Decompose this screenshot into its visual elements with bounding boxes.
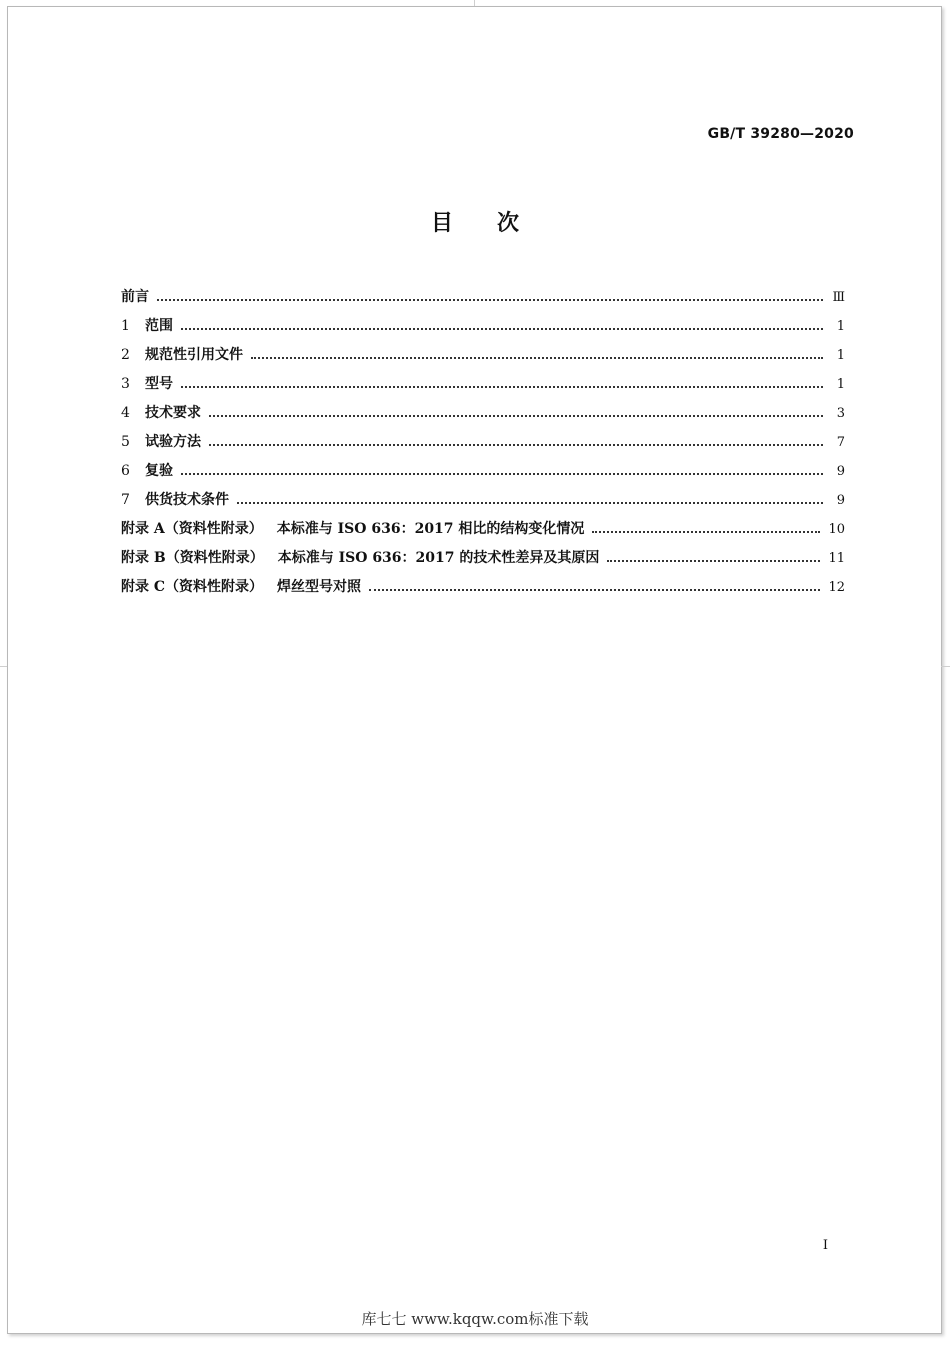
page-number: I: [822, 1238, 828, 1253]
toc-entry-appendix-a[interactable]: [121, 518, 845, 547]
toc-leader: [181, 473, 823, 475]
toc-appendix-heading: 附录 B（资料性附录）: [121, 550, 264, 566]
toc-appendix-description: 本标准与 ISO 636：2017 的技术性差异及其原因: [277, 550, 600, 566]
toc-entry-page: 1: [836, 319, 845, 334]
standard-code: GB/T 39280—2020: [707, 126, 854, 142]
toc-appendix-heading: 附录 C（资料性附录）: [121, 579, 264, 595]
toc-appendix-description: 本标准与 ISO 636：2017 相比的结构变化情况: [276, 521, 585, 537]
toc-entry-page: 11: [828, 551, 845, 566]
toc-entry-number: 1: [121, 318, 130, 334]
toc-leader: [209, 444, 823, 446]
toc-leader: [181, 328, 823, 330]
toc-entry-page: 7: [836, 435, 845, 450]
toc-entry-page: 10: [828, 522, 845, 537]
crop-mark-right: [941, 666, 950, 667]
toc-leader: [157, 299, 823, 301]
toc-entry-page: 12: [828, 580, 845, 595]
toc-entry-number: 2: [121, 347, 130, 363]
toc-entry-number: 7: [121, 492, 130, 508]
toc-entry-supply-conditions[interactable]: [121, 489, 845, 518]
toc-title: 目次: [430, 211, 563, 236]
toc-entry-label: 技术要求: [145, 405, 201, 421]
toc-entry-technical-requirements[interactable]: [121, 402, 845, 431]
toc-entry-model[interactable]: [121, 373, 845, 402]
toc-entry-page: 9: [836, 464, 845, 479]
toc-entry-page: 1: [836, 348, 845, 363]
toc-leader: [607, 560, 820, 562]
toc-entry-number: 4: [121, 405, 130, 421]
toc-entry-page: Ⅲ: [832, 290, 845, 305]
toc-entry-page: 9: [836, 493, 845, 508]
toc-entry-label: 供货技术条件: [145, 492, 229, 508]
toc-entry-label: 型号: [145, 376, 173, 392]
toc-entry-label: 前言: [121, 289, 149, 305]
toc-leader: [209, 415, 823, 417]
toc-entry-test-methods[interactable]: [121, 431, 845, 460]
toc-entry-label: 规范性引用文件: [145, 347, 243, 363]
toc-entry-scope[interactable]: [121, 315, 845, 344]
toc-entry-retest[interactable]: [121, 460, 845, 489]
toc-leader: [181, 386, 823, 388]
toc-leader: [369, 589, 820, 591]
toc-entry-appendix-c[interactable]: [121, 576, 845, 605]
toc-leader: [592, 531, 820, 533]
toc-entry-number: 6: [121, 463, 130, 479]
toc-entry-foreword[interactable]: [121, 286, 845, 315]
toc-appendix-heading: 附录 A（资料性附录）: [121, 521, 263, 537]
toc-leader: [251, 357, 823, 359]
toc-entry-number: 5: [121, 434, 130, 450]
crop-mark-left: [0, 666, 7, 667]
table-of-contents: [121, 286, 845, 605]
watermark-text: 库七七 www.kqqw.com标准下载: [361, 1310, 589, 1328]
crop-mark-top: [474, 0, 475, 6]
toc-appendix-description: 焊丝型号对照: [277, 579, 362, 595]
toc-entry-normative-references[interactable]: [121, 344, 845, 373]
toc-entry-page: 3: [836, 406, 845, 421]
toc-entry-label: 范围: [145, 318, 173, 334]
toc-leader: [237, 502, 823, 504]
toc-entry-appendix-b[interactable]: [121, 547, 845, 576]
toc-entry-label: 复验: [145, 463, 173, 479]
toc-entry-label: 试验方法: [145, 434, 201, 450]
toc-entry-page: 1: [836, 377, 845, 392]
toc-entry-number: 3: [121, 376, 130, 392]
